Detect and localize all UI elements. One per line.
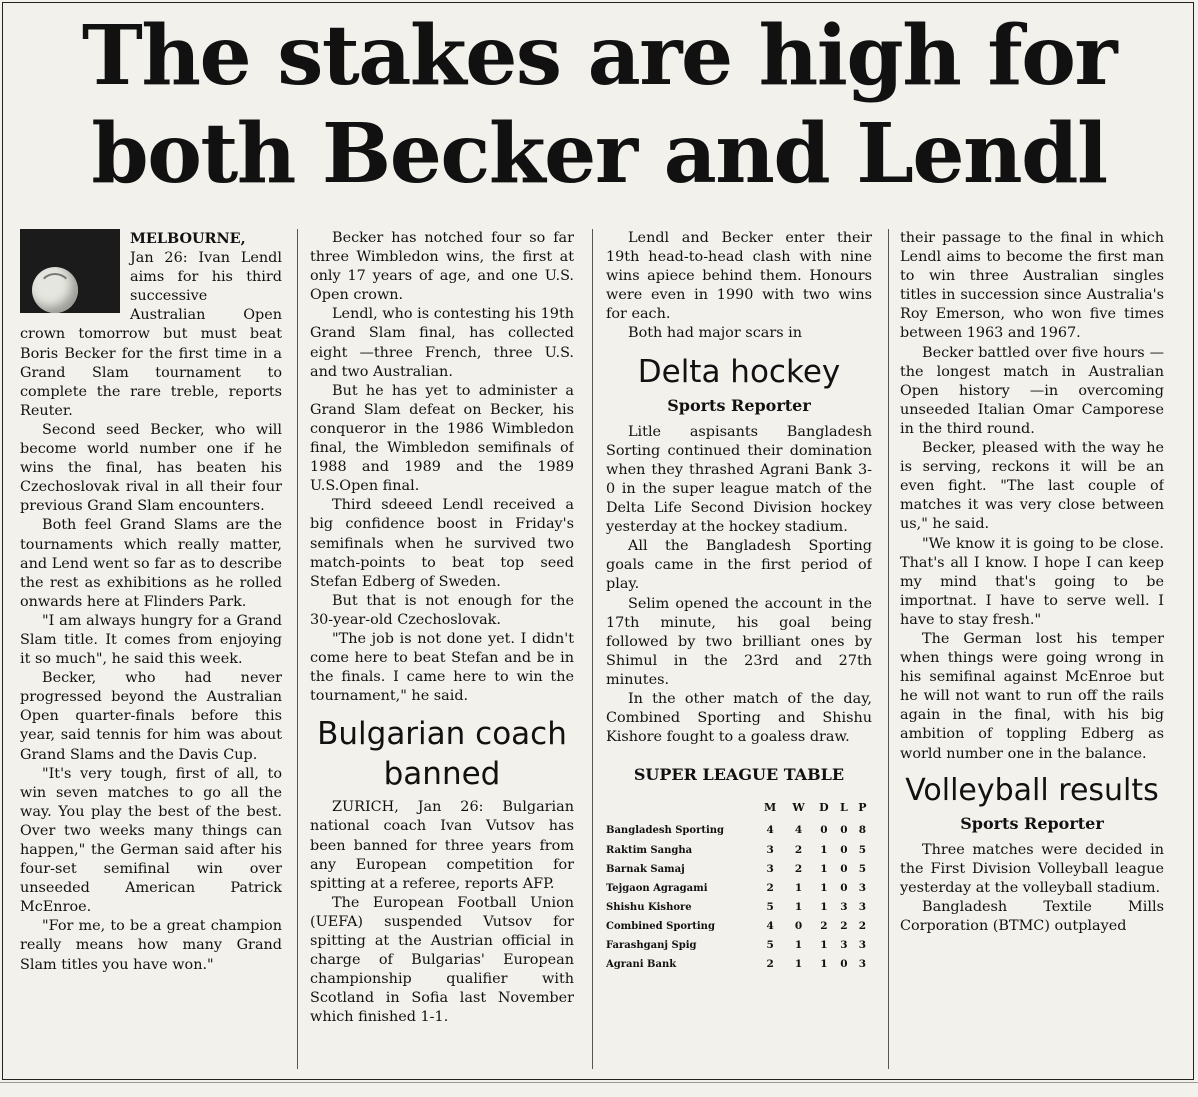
hockey-headline: Delta hockey (637, 353, 841, 390)
team-name: Barnak Samaj (606, 863, 685, 875)
paragraph: their passage to the final in which Lendl aims to become the first man to win three Australian singles titles in succession since Australia's Roy Emerson, who won five times between 1963 and 1967. (900, 230, 1164, 342)
paragraph: Three matches were decided in the First Division Volleyball league yesterday at the volleyball stadium. (900, 841, 1164, 896)
stat-cell-d: 1 (820, 900, 828, 913)
stat-cell-p: 2 (858, 919, 867, 932)
paragraph: The European Football Union (UEFA) suspended Vutsov for spitting at the Austrian official in charge of Bulgarias' European championship qualifier with Scotland in Sofia last November which finished 1-1. (310, 894, 574, 1026)
paragraph: But that is not enough for the 30-year-old Czechoslovak. (310, 592, 574, 628)
column-4 (900, 229, 1164, 1075)
team-name: Raktim Sangha (606, 844, 693, 856)
column-header: D (819, 801, 829, 815)
column-header: L (839, 801, 848, 815)
stat-cell-p: 8 (858, 824, 867, 837)
headline-line-1: The stakes are high for (81, 8, 1117, 104)
table-row (606, 879, 872, 898)
team-name: Bangladesh Sporting (606, 825, 725, 837)
stat-cell-l: 0 (840, 862, 848, 875)
column-rule (592, 229, 593, 1069)
stat-cell-l: 2 (840, 919, 848, 932)
stat-cell-p: 3 (858, 939, 867, 951)
stat-cell-l: 3 (840, 900, 848, 913)
stat-cell-w: 0 (794, 919, 803, 932)
stat-cell-l: 0 (840, 958, 848, 971)
column-header: M (764, 801, 777, 815)
stat-cell-w: 2 (794, 843, 803, 856)
paragraph: "It's very tough, first of all, to win seven matches to go all the way. You play the best of the best. Over two weeks many things can happen," the German said after his four-set semifinal win over unseeded American Patrick McEnroe. (20, 765, 282, 916)
stat-cell-d: 1 (820, 862, 828, 875)
stat-cell-m: 2 (766, 881, 774, 894)
stat-cell-d: 1 (820, 958, 828, 971)
table-row (606, 821, 872, 840)
stat-cell-d: 1 (820, 939, 828, 951)
volleyball-headline: Volleyball results (905, 772, 1159, 808)
column-1 (20, 229, 282, 1075)
paragraph: Bangladesh Textile Mills Corporation (BTMC) outplayed (900, 899, 1164, 935)
stat-cell-d: 1 (820, 881, 828, 894)
paragraph: Both feel Grand Slams are the tournaments which really matter, and Lend went so far as to describe the rest as exhibitions as he rolled onwards here at Flinders Park. (20, 517, 282, 610)
paragraph: Jan 26: Ivan Lendl aims for his third successive Australian Open crown tomorrow but must beat Boris Becker for the first time in a Grand Slam tournament to complete the rare treble, reports Reuter. (20, 250, 282, 419)
paragraph: "I am always hungry for a Grand Slam title. It comes from enjoying it so much", he said this week. (20, 612, 282, 668)
hockey-byline: Sports Reporter (667, 395, 811, 415)
headline-line-2: both Becker and Lendl (91, 106, 1107, 202)
paragraph: Litle aspisants Bangladesh Sorting continued their domination when they thrashed Agrani Bank 3-0 in the super league match of the Delta Life Second Division hockey yesterday at the hockey stadium. (606, 423, 872, 536)
stat-cell-w: 2 (794, 862, 803, 875)
stat-cell-d: 1 (820, 843, 828, 856)
volleyball-byline: Sports Reporter (960, 813, 1104, 833)
tennis-ball-photo (20, 229, 120, 313)
paragraph: Becker, who had never progressed beyond the Australian Open quarter-finals before this year, said tennis for him was about Grand Slams and the Davis Cup. (20, 670, 282, 763)
paragraph: "We know it is going to be close. That's all I know. I hope I can keep my mind that's going to be importnat. I have to serve well. I have to stay fresh." (900, 535, 1164, 628)
stat-cell-d: 2 (820, 919, 828, 932)
paragraph: Third sdeeed Lendl received a big confidence boost in Friday's semifinals when he survived two match-points to beat top seed Stefan Edberg of Sweden. (310, 497, 574, 590)
stat-cell-m: 5 (766, 900, 774, 913)
bottom-divider (0, 1082, 1198, 1097)
league-table-title: SUPER LEAGUE TABLE (633, 765, 845, 785)
team-name: Agrani Bank (606, 959, 677, 971)
stat-cell-p: 5 (858, 862, 867, 875)
stat-cell-p: 5 (858, 843, 867, 856)
column-rule (297, 229, 298, 1069)
stat-cell-l: 0 (840, 824, 848, 837)
paragraph: ZURICH, Jan 26: Bulgarian national coach Ivan Vutsov has been banned for three years from any European competition for spitting at a referee, reports AFP. (310, 799, 574, 892)
stat-cell-w: 1 (794, 900, 803, 913)
column-rule (888, 229, 889, 1069)
stat-cell-p: 3 (858, 958, 867, 971)
paragraph: In the other match of the day, Combined Sporting and Shishu Kishore fought to a goaless draw. (606, 690, 872, 746)
team-name: Combined Sporting (606, 920, 715, 932)
stat-cell-m: 4 (766, 919, 774, 932)
table-row (606, 917, 872, 936)
paragraph: All the Bangladesh Sporting goals came in the first period of play. (606, 538, 872, 593)
paragraph: Becker battled over five hours —the longest match in Australian Open history —in overcoming unseeded Italian Omar Camporese in the third round. (900, 344, 1164, 437)
stat-cell-w: 1 (794, 939, 803, 951)
paragraph: Second seed Becker, who will become world number one if he wins the final, has beaten his Czechoslovak rival in all their four previous Grand Slam encounters. (20, 421, 282, 515)
column-2 (310, 229, 574, 1075)
paragraph: Becker, pleased with the way he is serving, reckons it will be an even fight. "The last couple of matches it was very close between us," he said. (900, 440, 1164, 533)
stat-cell-m: 4 (766, 824, 774, 837)
column-header: W (792, 801, 805, 815)
paragraph: Becker has notched four so far three Wimbledon wins, the first at only 17 years of age, and one U.S. Open crown. (310, 230, 574, 304)
paragraph: But he has yet to administer a Grand Slam defeat on Becker, his conqueror in the 1986 Wimbledon final, the Wimbledon semifinals of 1988 and 1989 and the 1989 U.S.Open final. (310, 382, 574, 495)
table-row (606, 955, 872, 974)
dateline: MELBOURNE, (130, 230, 246, 247)
stat-cell-l: 0 (840, 881, 848, 894)
stat-cell-m: 3 (766, 862, 774, 875)
paragraph: "The job is not done yet. I didn't come here to beat Stefan and be in the finals. I came here to win the tournament," he said. (310, 630, 574, 705)
stat-cell-w: 1 (794, 881, 803, 894)
stat-cell-p: 3 (858, 881, 867, 894)
column-header: P (858, 801, 867, 815)
team-name: Farashganj Spig (606, 940, 697, 951)
stat-cell-m: 2 (766, 958, 774, 971)
table-row (606, 841, 872, 860)
paragraph: Lendl and Becker enter their 19th head-to-head clash with nine wins apiece behind them. Honours were even in 1990 with two wins for each. (606, 230, 872, 323)
stat-cell-m: 3 (766, 843, 774, 856)
paragraph: The German lost his temper when things were going wrong in his semifinal against McEnroe but he will not want to run off the rails again in the final, with his big ambition of toppling Edberg as world number one in the balance. (900, 630, 1164, 762)
bulgarian-headline: Bulgarian coach banned (317, 716, 567, 793)
paragraph: Both had major scars in (628, 325, 803, 342)
table-row (606, 936, 872, 955)
paragraph: Lendl, who is contesting his 19th Grand Slam final, has collected eight —three French, three U.S. and two Australian. (310, 306, 574, 380)
table-row (606, 860, 872, 879)
paragraph: Selim opened the account in the 17th minute, his goal being followed by two brilliant ones by Shimul in the 23rd and 27th minutes. (606, 595, 872, 688)
stat-cell-w: 4 (794, 824, 803, 837)
stat-cell-m: 5 (766, 939, 774, 951)
team-name: Shishu Kishore (606, 901, 692, 913)
team-name: Tejgaon Agragami (606, 882, 708, 894)
stat-cell-l: 0 (840, 843, 848, 856)
stat-cell-w: 1 (794, 958, 803, 971)
stat-cell-p: 3 (858, 900, 867, 913)
league-table (606, 798, 872, 974)
column-3 (606, 229, 872, 1075)
stat-cell-d: 0 (820, 824, 828, 837)
paragraph: "For me, to be a great champion really means how many Grand Slam titles you have won." (20, 918, 282, 973)
stat-cell-l: 3 (840, 939, 848, 951)
table-row (606, 898, 872, 917)
